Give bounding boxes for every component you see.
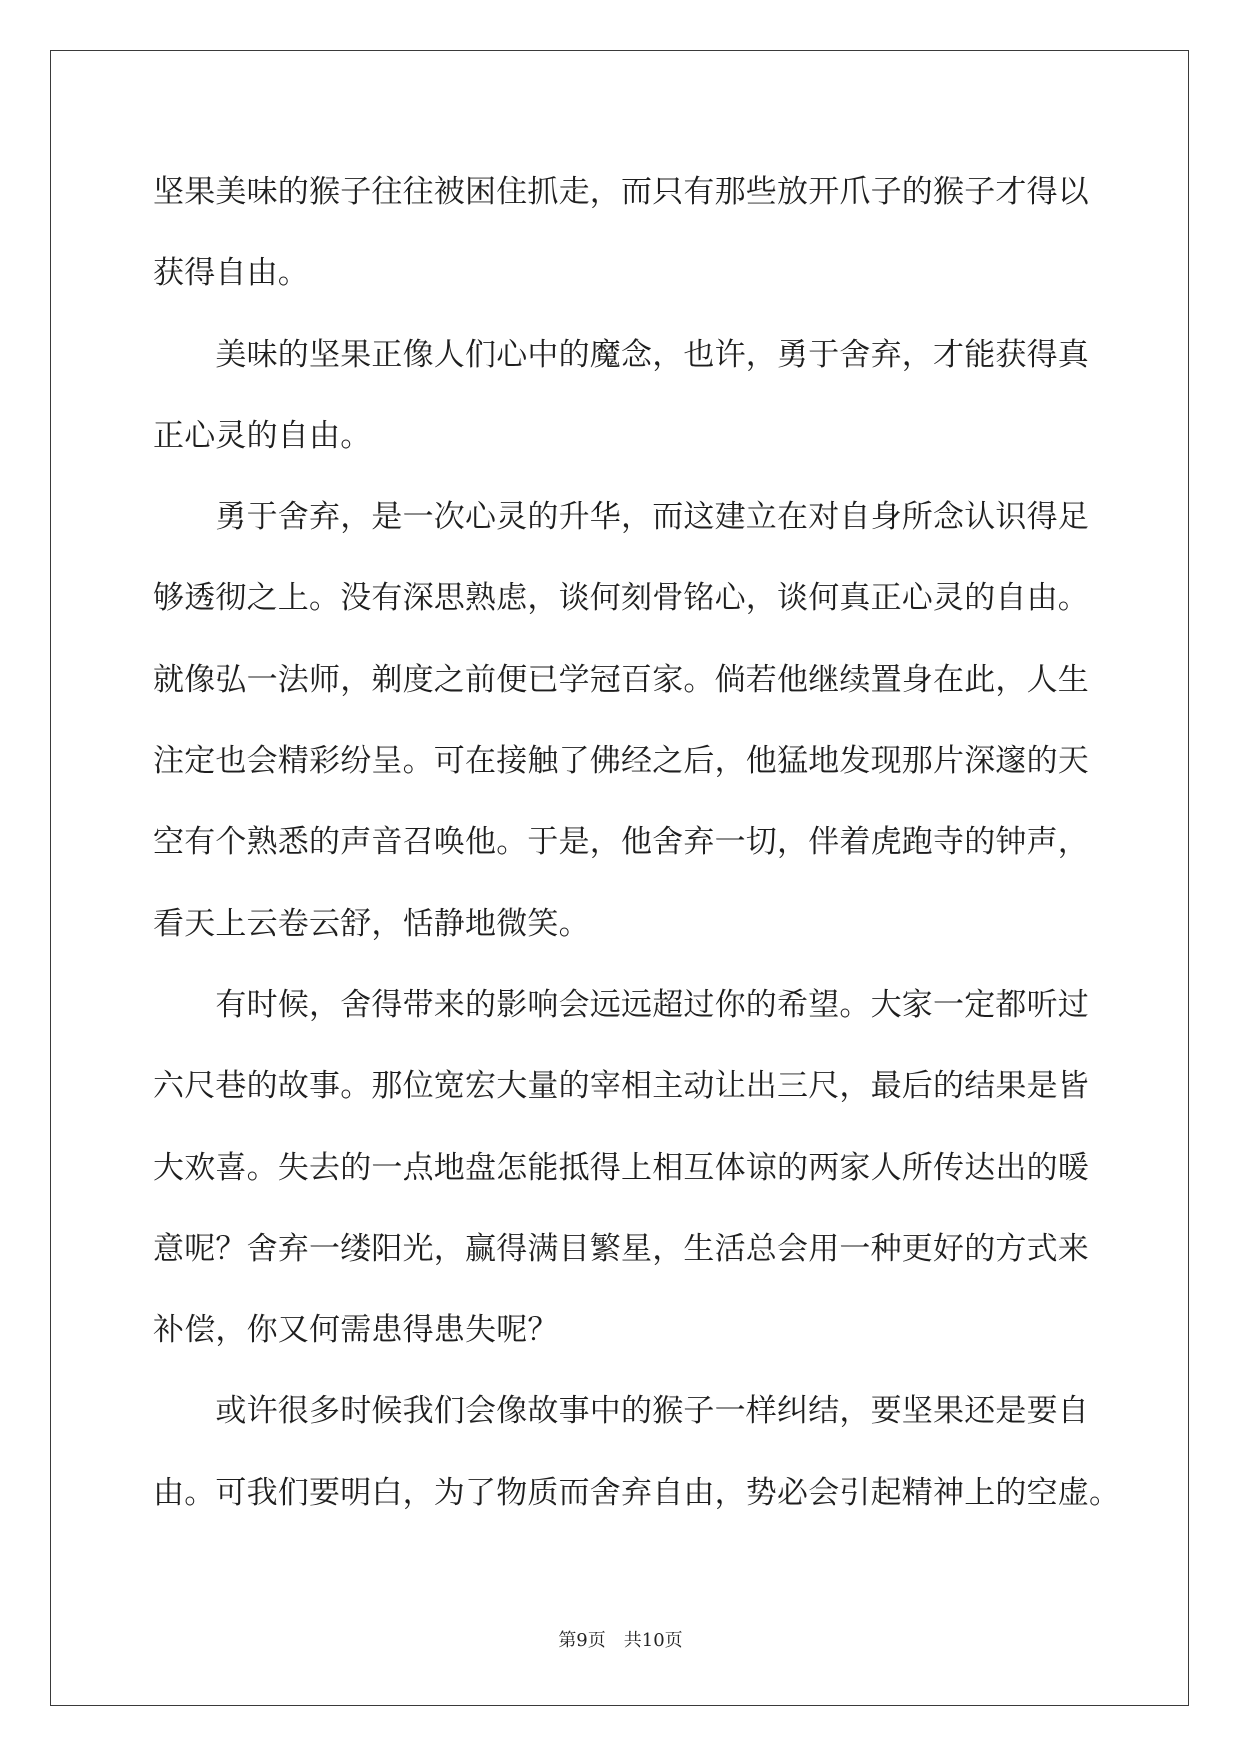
body-line: 就像弘一法师，剃度之前便已学冠百家。倘若他继续置身在此，人生 [153,661,1089,698]
body-line: 空有个熟悉的声音召唤他。于是，他舍弃一切，伴着虎跑寺的钟声， [153,824,1089,861]
body-line: 获得自由。 [153,255,309,292]
body-line: 坚果美味的猴子往往被困住抓走，而只有那些放开爪子的猴子才得以 [153,174,1089,210]
body-line: 注定也会精彩纷呈。可在接触了佛经之后，他猛地发现那片深邃的天 [153,743,1089,780]
body-line: 意呢？舍弃一缕阳光，赢得满目繁星，生活总会用一种更好的方式来 [153,1230,1089,1267]
body-line: 六尺巷的故事。那位宽宏大量的宰相主动让出三尺，最后的结果是皆 [153,1068,1089,1105]
document-body [153,152,1153,1534]
paragraph-first-line: 勇于舍弃，是一次心灵的升华，而这建立在对自身所念认识得足 [215,499,1089,536]
paragraph-first-line: 有时候，舍得带来的影响会远远超过你的希望。大家一定都听过 [215,986,1089,1023]
body-line: 大欢喜。失去的一点地盘怎能抵得上相互体谅的两家人所传达出的暖 [153,1149,1089,1186]
body-line: 够透彻之上。没有深思熟虑，谈何刻骨铭心，谈何真正心灵的自由。 [153,580,1089,617]
body-line: 正心灵的自由。 [153,417,372,454]
body-line: 补偿，你又何需患得患失呢？ [153,1312,559,1349]
paragraph-first-line: 美味的坚果正像人们心中的魔念，也许，勇于舍弃，才能获得真 [215,336,1089,373]
paragraph-first-line: 或许很多时候我们会像故事中的猴子一样纠结，要坚果还是要自 [215,1393,1089,1430]
page-number: 第9页 共10页 [558,1630,683,1651]
body-line: 由。可我们要明白，为了物质而舍弃自由，势必会引起精神上的空虚。 [153,1474,1121,1511]
body-line: 看天上云卷云舒，恬静地微笑。 [153,905,590,942]
